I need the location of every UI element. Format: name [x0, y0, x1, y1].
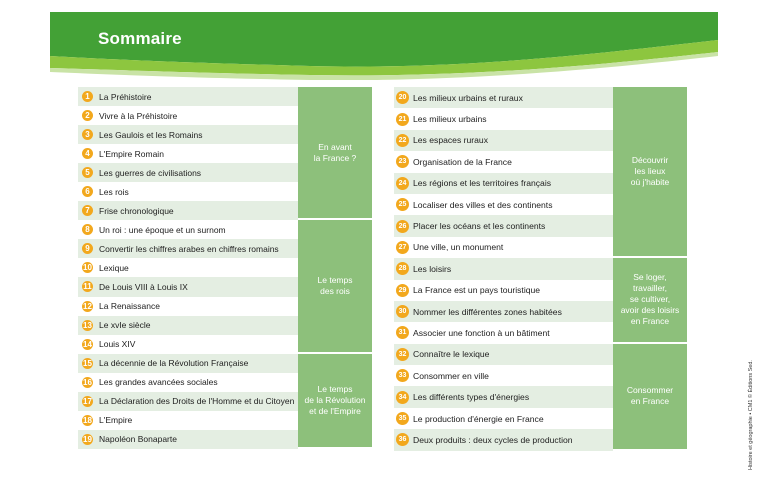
chapter-row[interactable]: [394, 130, 613, 151]
chapter-number-badge: 23: [396, 155, 409, 168]
theme-label: Consommer en France: [613, 344, 687, 451]
chapter-number-badge: 7: [82, 205, 93, 216]
chapter-title: La Renaissance: [99, 301, 160, 312]
chapter-row[interactable]: [394, 322, 613, 343]
chapter-number-badge: 14: [83, 339, 92, 349]
chapter-row[interactable]: [78, 354, 298, 373]
chapter-row[interactable]: [394, 365, 613, 386]
chapter-title: Une ville, un monument: [413, 242, 504, 253]
chapter-row[interactable]: [78, 411, 298, 430]
chapter-row[interactable]: [78, 373, 298, 392]
chapter-row[interactable]: [394, 429, 613, 450]
chapter-title: Frise chronologique: [99, 205, 174, 216]
theme-label: En avant la France ?: [298, 87, 372, 220]
chapter-row[interactable]: [78, 430, 298, 449]
page-title: Sommaire: [98, 29, 182, 48]
chapter-number-badge: 21: [396, 113, 409, 126]
chapter-title: Un roi : une époque et un surnom: [99, 224, 226, 235]
chapter-title: Le xvIe siècle: [99, 320, 151, 331]
chapter-number-badge: 17: [83, 396, 92, 406]
chapter-row[interactable]: [394, 108, 613, 129]
chapter-title: Les rois: [99, 186, 129, 197]
chapter-number-badge: 19: [83, 434, 92, 444]
chapter-row[interactable]: [78, 201, 298, 220]
chapter-title: Nommer les différentes zones habitées: [413, 306, 562, 317]
chapter-row[interactable]: [78, 258, 298, 277]
chapter-title: Placer les océans et les continents: [413, 221, 546, 232]
chapter-row[interactable]: [78, 87, 298, 106]
chapter-title: Les différents types d'énergies: [413, 392, 530, 403]
chapter-row[interactable]: [394, 386, 613, 407]
chapter-number-badge: 28: [396, 262, 409, 275]
chapter-row[interactable]: [394, 87, 613, 108]
chapter-number-badge: 34: [396, 391, 409, 404]
chapter-title: Napoléon Bonaparte: [99, 434, 177, 445]
chapter-title: Le production d'énergie en France: [413, 413, 544, 424]
chapter-title: Les espaces ruraux: [413, 135, 488, 146]
chapter-row[interactable]: [78, 239, 298, 258]
chapter-title: Consommer en ville: [413, 370, 489, 381]
chapter-title: Les régions et les territoires français: [413, 178, 552, 189]
history-chapter-list: [78, 87, 298, 449]
chapter-title: Les milieux urbains et ruraux: [413, 92, 523, 103]
chapter-number-badge: 16: [83, 377, 92, 387]
chapter-number-badge: 24: [396, 177, 409, 190]
copyright-note: Histoire et géographie • CM1 © Éditions Sed.: [748, 360, 754, 470]
chapter-title: Vivre à la Préhistoire: [99, 110, 178, 121]
chapter-number-badge: 27: [396, 241, 409, 254]
table-of-contents-history: [78, 87, 372, 449]
chapter-number-badge: 30: [396, 305, 409, 318]
chapter-title: La Préhistoire: [99, 91, 152, 102]
chapter-row[interactable]: [78, 106, 298, 125]
chapter-number-badge: 2: [82, 110, 93, 121]
chapter-row[interactable]: [78, 335, 298, 354]
theme-label: Découvrir les lieux où j'habite: [613, 87, 687, 258]
chapter-number-badge: 4: [82, 148, 93, 159]
chapter-number-badge: 3: [82, 129, 93, 140]
chapter-title: Les guerres de civilisations: [99, 167, 202, 178]
chapter-number-badge: 33: [396, 369, 409, 382]
chapter-number-badge: 26: [396, 220, 409, 233]
chapter-row[interactable]: [394, 215, 613, 236]
theme-label: Le temps de la Révolution et de l'Empire: [298, 354, 372, 449]
theme-label: Le temps des rois: [298, 220, 372, 353]
chapter-row[interactable]: [78, 392, 298, 411]
chapter-title: Associer une fonction à un bâtiment: [413, 327, 550, 338]
chapter-title: Louis XIV: [99, 339, 136, 350]
chapter-row[interactable]: [78, 316, 298, 335]
chapter-row[interactable]: [78, 144, 298, 163]
chapter-title: Les Gaulois et les Romains: [99, 129, 203, 140]
chapter-row[interactable]: [394, 237, 613, 258]
chapter-number-badge: 1: [82, 91, 93, 102]
chapter-title: Connaître le lexique: [413, 349, 490, 360]
chapter-title: De Louis VIII à Louis IX: [99, 281, 188, 292]
chapter-row[interactable]: [394, 280, 613, 301]
chapter-title: La France est un pays touristique: [413, 285, 541, 296]
chapter-number-badge: 31: [396, 326, 409, 339]
chapter-row[interactable]: [394, 173, 613, 194]
chapter-row[interactable]: [394, 301, 613, 322]
chapter-number-badge: 12: [83, 301, 92, 311]
chapter-number-badge: 25: [396, 198, 409, 211]
chapter-number-badge: 8: [82, 224, 93, 235]
chapter-row[interactable]: [78, 182, 298, 201]
chapter-number-badge: 18: [83, 415, 92, 425]
chapter-number-badge: 29: [396, 284, 409, 297]
chapter-row[interactable]: [394, 408, 613, 429]
chapter-row[interactable]: [394, 258, 613, 279]
chapter-row[interactable]: [78, 125, 298, 144]
chapter-title: Lexique: [99, 262, 129, 273]
geography-chapter-list: [394, 87, 613, 451]
chapter-title: Les loisirs: [413, 263, 452, 274]
chapter-number-badge: 15: [83, 358, 92, 368]
chapter-title: Deux produits : deux cycles de production: [413, 434, 573, 445]
chapter-title: Organisation de la France: [413, 156, 512, 167]
chapter-title: Les milieux urbains: [413, 114, 487, 125]
chapter-number-badge: 11: [83, 282, 92, 292]
chapter-row[interactable]: [78, 220, 298, 239]
chapter-row[interactable]: [394, 344, 613, 365]
chapter-number-badge: 5: [82, 167, 93, 178]
chapter-row[interactable]: [394, 194, 613, 215]
chapter-number-badge: 22: [396, 134, 409, 147]
chapter-title: La Déclaration des Droits de l'Homme et du Citoyen: [99, 396, 295, 407]
chapter-title: La décennie de la Révolution Française: [99, 358, 249, 369]
chapter-number-badge: 20: [396, 91, 409, 104]
table-of-contents-geography: [394, 87, 687, 449]
chapter-title: L'Empire Romain: [99, 148, 164, 159]
chapter-number-badge: 32: [396, 348, 409, 361]
chapter-row[interactable]: [78, 297, 298, 316]
chapter-number-badge: 10: [83, 263, 92, 273]
chapter-row[interactable]: [78, 277, 298, 296]
chapter-title: Localiser des villes et des continents: [413, 199, 553, 210]
header-banner: [50, 12, 718, 80]
theme-label: Se loger, travailler, se cultiver, avoir des loisirs en France: [613, 258, 687, 344]
chapter-number-badge: 35: [396, 412, 409, 425]
chapter-number-badge: 9: [82, 243, 93, 254]
chapter-row[interactable]: [394, 151, 613, 172]
chapter-row[interactable]: [78, 163, 298, 182]
chapter-title: Convertir les chiffres arabes en chiffres romains: [99, 243, 279, 254]
chapter-number-badge: 36: [396, 433, 409, 446]
chapter-number-badge: 6: [82, 186, 93, 197]
chapter-number-badge: 13: [83, 320, 92, 330]
chapter-title: L'Empire: [99, 415, 133, 426]
chapter-title: Les grandes avancées sociales: [99, 377, 218, 388]
